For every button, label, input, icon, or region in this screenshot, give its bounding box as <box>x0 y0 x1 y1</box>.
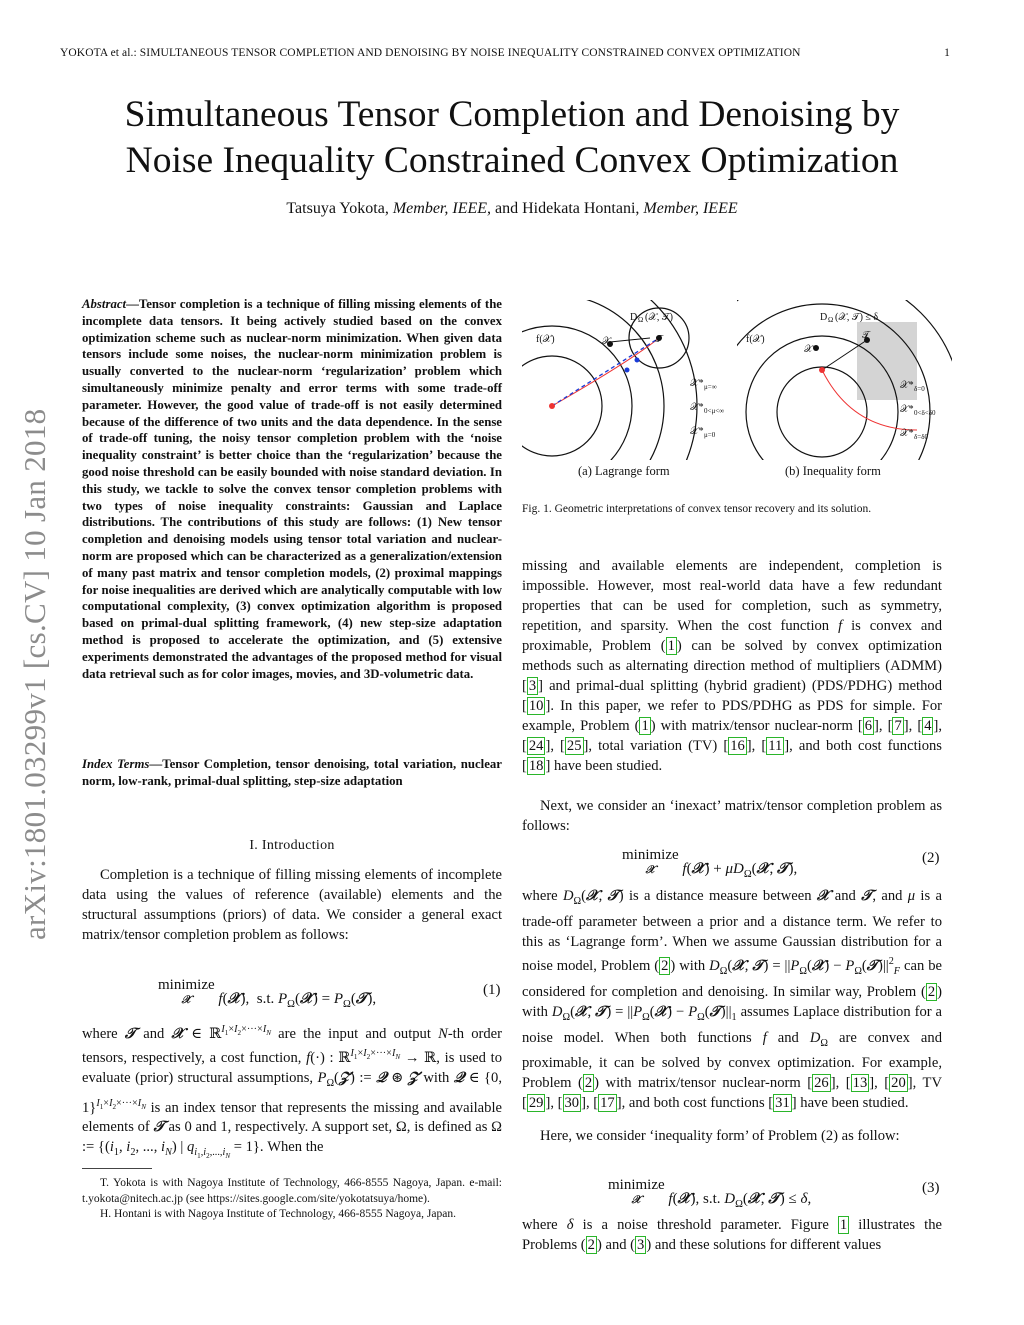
subcaption-b: (b) Inequality form <box>785 464 881 478</box>
ref-eq-1[interactable]: 1 <box>667 638 675 654</box>
abstract <box>82 296 502 682</box>
right-paragraph-2: Next, we consider an ‘inexact’ matrix/tensor completion problem as follows: <box>522 798 942 834</box>
equation-3-number: (3) <box>922 1180 940 1196</box>
svg-text:D: D <box>630 312 638 323</box>
svg-text:Ω: Ω <box>828 316 834 324</box>
intro-paragraph-1: Completion is a technique of filling missing elements of incomplete data using the values of reference (available) elements and the structural assumptions (priors) of data. We consider a general exact matrix/tensor completion problem as follows: <box>82 867 502 943</box>
svg-text:𝒳*: 𝒳* <box>900 380 914 391</box>
page-number: 1 <box>944 47 950 59</box>
svg-text:𝒳*: 𝒳* <box>690 426 704 437</box>
author-2-role: Member, IEEE <box>643 200 738 217</box>
author-1: Tatsuya Yokota, <box>286 200 389 217</box>
title-line-1: Simultaneous Tensor Completion and Denoising by <box>124 94 900 135</box>
right-paragraph-1: missing and available elements are independent, completion is impossible. However, most real-world data have a few redundant properties that can be used for completion, such as symmetry, repetition, and sparsity. When the cost function f is convex and proximable, Problem ( 1 ) can be solved by convex optimization methods such as alternating direction method of multipliers (ADMM) [ 3 ] and primal-dual splitting (hybrid gradient) (PDS/PDHG) method [ 10 ]. In this paper, we refer to PDS/PDHG as PDS for simple. For example, Problem ( 1 ) with matrix/tensor nuclear-norm [ 6 ], [ 7 ], [ 4 ], [ 24 ], [ 25 ], total variation (TV) [ 16 ], [ 11 ], and both cost functions [ 18 ] have been studied. <box>522 558 942 774</box>
svg-text:Ω: Ω <box>638 316 644 324</box>
right-paragraph-4: Here, we consider ‘inequality form’ of Problem (2) as follow: <box>540 1128 900 1144</box>
equation-1: minimize 𝒳 f(𝒳), s.t. $P_\Omega(𝒳)$ = $P_\Omega(𝒯)$, <box>158 977 377 1010</box>
svg-text:(𝒳, 𝒯) ≤ δ: (𝒳, 𝒯) ≤ δ <box>835 312 879 323</box>
abstract-text: —Tensor completion is a technique of filling missing elements of the incomplete data tensors. It being actively studied based on the convex optimization scheme such as nuclear-norm minimization. When given data tensors include some noises, the nuclear-norm minimization problem is usually converted to the nuclear-norm ‘regularization’ problem which simultaneously minimize penalty and error terms with some trade-off parameter. However, the good value of trade-off is not easily determined because of the difference of two units and the data dependence. In the sense of trade-off tuning, the noisy tensor completion problem with the ‘noise inequality constraint’ is better choice than the ‘regularization’ because the good noise threshold can be easily bounded with noise standard deviation. In this study, we tackle to solve the convex tensor completion problems with two types of noise inequality constraints: Gaussian and Laplace distributions. The contributions of this study are follows: (1) New tensor completion and denoising models using tensor total variation and nuclear-norm are proposed which can be characterized as a generalization/extension of many past matrix and tensor completion models, (2) proximal mappings for noise inequalities are derived which are analytically computable with low computational complexity, (3) convex optimization algorithm is proposed based on primal-dual splitting framework, (4) new step-size adaptation method is proposed to accelerate the optimization, and (5) extensive experiments demonstrated the advantages of the proposed method for visual data retrieval such as for color images, movies, and 3D-volumetric data. <box>82 297 502 681</box>
intro-paragraph-2: where 𝒯 and 𝒳 ∈ ℝ$^{I_1\times I_2\times\cdot\cdot\cdot\times I_N}$ are the input and output N-th order tensors, respectively, a cost function, f(·) : ℝ$^{I_1\times I_2\times\cdot\cdot\cdot\times I_N}$ → ℝ, is used to evaluate (prior) structural assumptions, $P_\Omega(𝒵)$ := 𝒬 ⊛ 𝒵 with 𝒬 ∈ {0, 1}$^{I_1\times I_2\times\cdot\cdot\cdot\times I_N}$ is an index tensor that represents the missing and available elements of 𝒯 as 0 and 1, respectively. A support set, Ω, is defined as Ω := {($i_1$, $i_2$, ..., $i_N$) | $q_{i_1,i_2,...,i_N} = 1$}. When the <box>82 1024 502 1161</box>
cite-10[interactable]: 10 <box>528 698 544 714</box>
ref-eq-2a[interactable]: 2 <box>661 957 669 974</box>
title-line-2: Noise Inequality Constrained Convex Optimization <box>125 140 899 181</box>
index-terms <box>82 756 502 790</box>
svg-text:(𝒳, 𝒯): (𝒳, 𝒯) <box>645 312 673 323</box>
svg-text:δ=δ0: δ=δ0 <box>914 433 929 441</box>
cite-20[interactable]: 20 <box>891 1075 906 1092</box>
equation-3: minimize 𝒳 f(𝒳), s.t. $D_\Omega(𝒳$, 𝒯) ≤ δ, <box>608 1177 812 1210</box>
svg-text:0<δ<δ0: 0<δ<δ0 <box>914 409 936 417</box>
author-2: and Hidekata Hontani, <box>495 200 640 217</box>
ref-eq-3[interactable]: 3 <box>637 1237 645 1253</box>
svg-text:D: D <box>820 312 828 323</box>
panel-a-lagrange <box>522 300 697 460</box>
ref-fig-1[interactable]: 1 <box>839 1217 848 1233</box>
svg-text:𝒳*: 𝒳* <box>900 428 914 439</box>
ref-eq-1b[interactable]: 1 <box>641 718 649 734</box>
subcaption-a: (a) Lagrange form <box>578 464 670 478</box>
svg-text:δ=0: δ=0 <box>914 385 925 393</box>
svg-text:𝒯: 𝒯 <box>655 334 663 345</box>
cite-24[interactable]: 24 <box>528 738 544 754</box>
cite-17[interactable]: 17 <box>600 1095 615 1112</box>
section-heading: I. Introduction <box>249 838 335 853</box>
author-line <box>60 200 964 218</box>
figure-1-diagram <box>522 300 952 460</box>
running-head-text: YOKOTA et al.: SIMULTANEOUS TENSOR COMPLETION AND DENOISING BY NOISE INEQUALITY CONSTRAINED CONVEX OPTIMIZATION <box>60 47 801 59</box>
cite-16[interactable]: 16 <box>730 738 745 754</box>
ref-eq-2d[interactable]: 2 <box>587 1237 595 1253</box>
footnote-rule <box>82 1168 152 1169</box>
figure-1-caption: Fig. 1. Geometric interpretations of convex tensor recovery and its solution. <box>522 503 872 515</box>
svg-text:𝒳*: 𝒳* <box>900 404 914 415</box>
footnote-2: H. Hontani is with Nagoya Institute of Technology, 466-8555 Nagoya, Japan. <box>100 1208 456 1220</box>
cite-11[interactable]: 11 <box>768 738 783 754</box>
paper-title <box>60 92 964 184</box>
right-paragraph-5: where δ is a noise threshold parameter. Figure 1 illustrates the Problems ( 2 ) and ( 3 ) and these solutions for different values <box>522 1217 942 1253</box>
svg-text:f(𝒳): f(𝒳) <box>746 334 765 345</box>
svg-text:μ=∞: μ=∞ <box>704 383 717 391</box>
cite-3[interactable]: 3 <box>528 678 537 694</box>
author-1-role: Member, IEEE, <box>392 200 492 217</box>
cite-6[interactable]: 6 <box>864 718 873 734</box>
svg-text:f(𝒳): f(𝒳) <box>536 334 555 345</box>
right-paragraph-1-text: missing and available elements are independent, completion is impossible. However, most real-world data have a few redundant properties that can be used for completion, such as symmetry, repetition, and sparsity. <box>522 558 942 634</box>
cite-18[interactable]: 18 <box>528 758 544 774</box>
ref-eq-2c[interactable]: 2 <box>584 1075 593 1092</box>
cite-25[interactable]: 25 <box>566 738 582 754</box>
cite-26[interactable]: 26 <box>814 1075 829 1092</box>
svg-text:𝒳*: 𝒳* <box>690 378 704 389</box>
cite-13[interactable]: 13 <box>852 1075 868 1092</box>
svg-text:𝒯: 𝒯 <box>862 330 870 341</box>
abstract-label: Abstract <box>82 297 127 311</box>
svg-text:0<μ<∞: 0<μ<∞ <box>704 407 725 415</box>
footnote-1: T. Yokota is with Nagoya Institute of Technology, 466-8555 Nagoya, Japan. e-mail: t.yokota@nitech.ac.jp (see https://sites.google.com/site/yokotatsuya/home). <box>82 1177 502 1205</box>
cite-29[interactable]: 29 <box>528 1095 544 1112</box>
svg-text:𝒳*: 𝒳* <box>690 402 704 413</box>
arxiv-stamp: arXiv:1801.03299v1 [cs.CV] 10 Jan 2018 <box>17 408 52 940</box>
footnotes <box>82 1176 502 1223</box>
cite-7[interactable]: 7 <box>894 718 902 734</box>
cite-30[interactable]: 30 <box>564 1095 580 1112</box>
cite-31[interactable]: 31 <box>775 1095 790 1112</box>
svg-text:μ=0: μ=0 <box>704 431 716 439</box>
equation-2-number: (2) <box>922 850 940 866</box>
index-terms-label: Index Terms <box>82 757 150 771</box>
ref-eq-2b[interactable]: 2 <box>927 983 936 1000</box>
svg-text:𝒳: 𝒳 <box>602 336 611 347</box>
cite-4[interactable]: 4 <box>924 718 932 734</box>
equation-1-number: (1) <box>483 982 501 998</box>
equation-2: minimize 𝒳 f(𝒳) + $\mu D_\Omega(𝒳$, 𝒯), <box>622 847 798 880</box>
right-paragraph-3: where $D_\Omega(𝒳$, 𝒯) is a distance measure between 𝒳 and 𝒯, and μ is a trade-off parameter between a prior and a distance term. We refer to this as ‘Lagrange form’. When we assume Gaussian distribution for a noise model, Problem ( 2 ) with $D_\Omega(𝒳$, 𝒯) = $||P_\Omega(𝒳)$ − $P_\Omega(𝒯)||^2_F$ can be considered for completion and denoising. In similar way, Problem ( 2 ) with $D_\Omega(𝒳$, 𝒯) = $||P_\Omega(𝒳)$ − $P_\Omega(𝒯)||_1$ assumes Laplace distribution for a noise model. When both functions f and $D_\Omega$ are convex and proximable, it can be solved by convex optimization. For example, Problem ( 2 ) with matrix/tensor nuclear-norm [ 26 ], [ 13 ], [ 20 ], TV [ 29 ], [ 30 ], [ 17 ], and both cost functions [ 31 ] have been studied. <box>522 888 943 1112</box>
svg-text:𝒳: 𝒳 <box>804 344 813 355</box>
index-terms-text: —Tensor Completion, tensor denoising, total variation, nuclear norm, low-rank, primal-dual splitting, step-size adaptation <box>82 757 502 788</box>
running-head <box>60 47 950 59</box>
